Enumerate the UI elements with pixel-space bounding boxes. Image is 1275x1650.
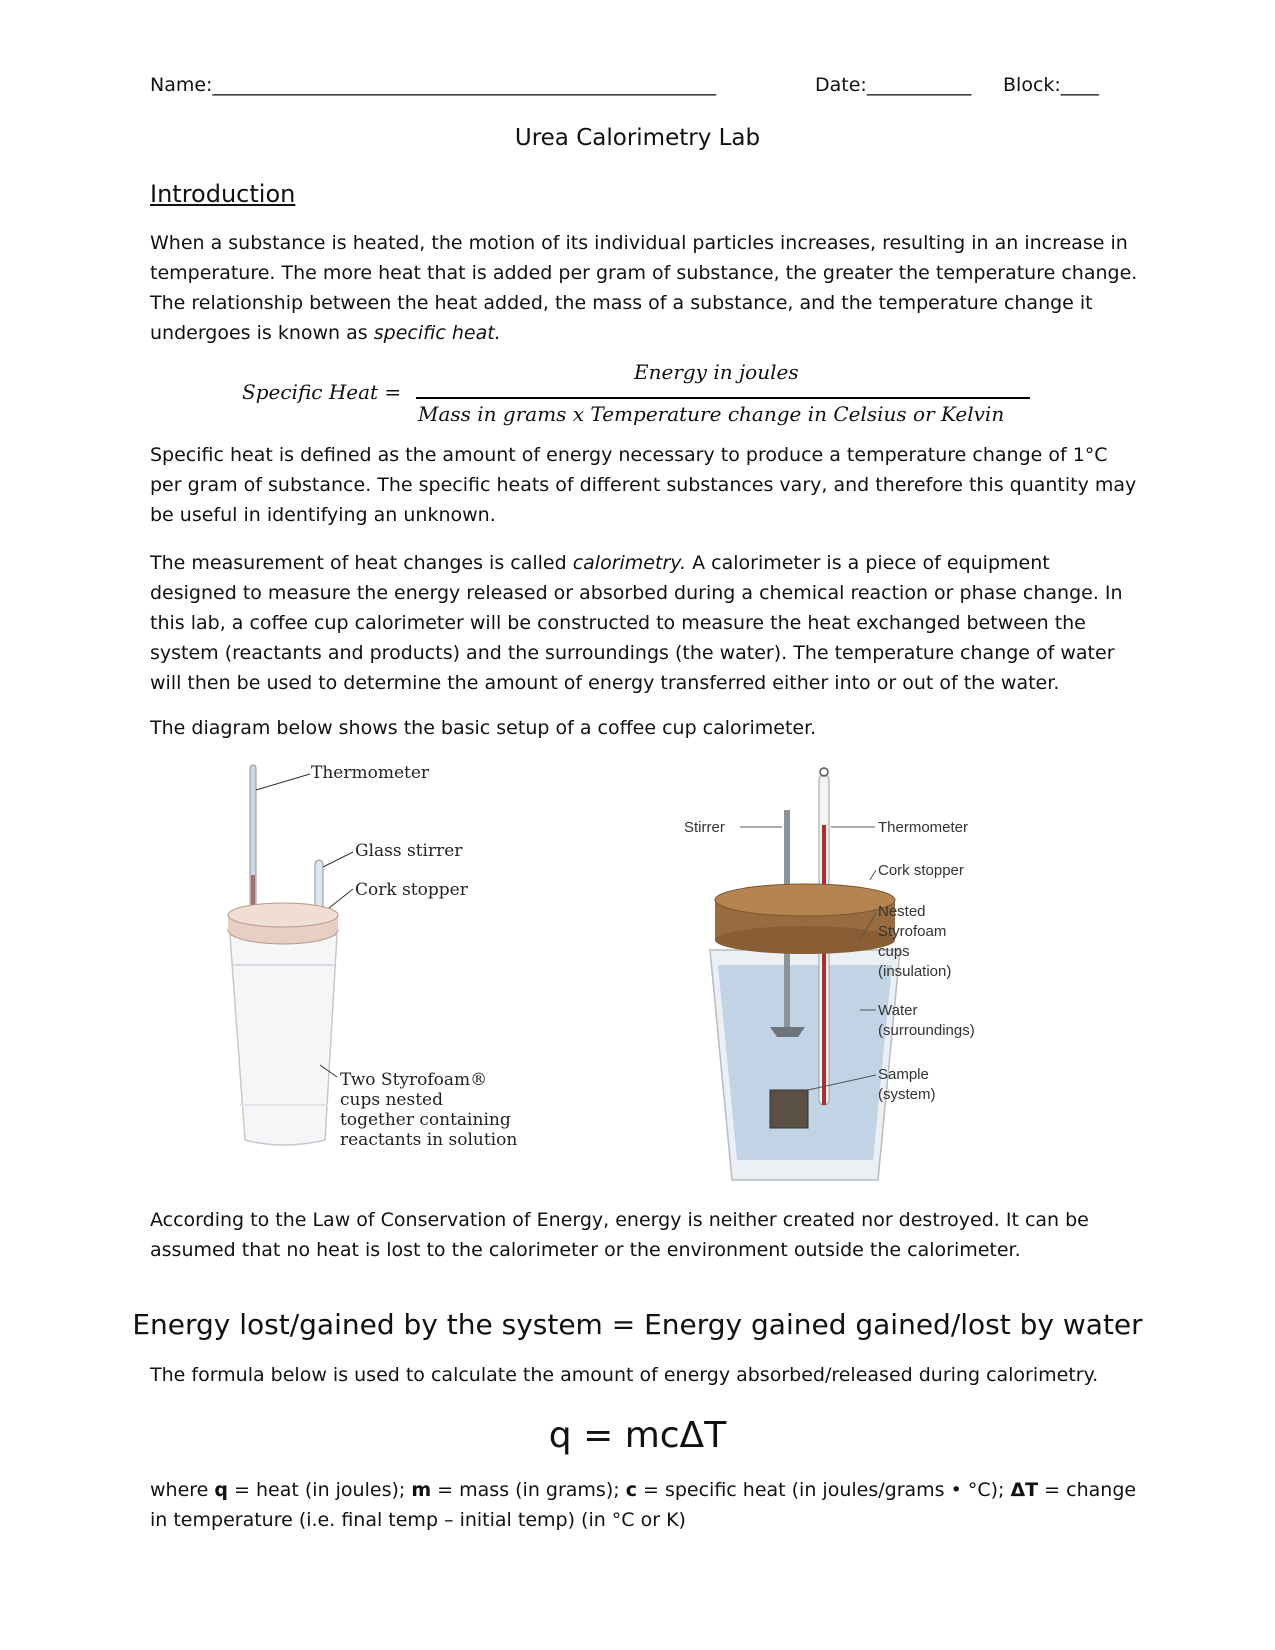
- q-equation: q = mcΔT: [548, 1415, 727, 1456]
- def-m: = mass (in grams);: [431, 1479, 626, 1501]
- energy-balance-equation: Energy lost/gained by the system = Energy gained gained/lost by water: [132, 1308, 1143, 1341]
- intro-text: When a substance is heated, the motion of its individual particles increases, resulting in an increase in temperature. The more heat that is added per gram of substance, the greater the temperature change. The relationship between the heat added, the mass of a substance, and the temperature change it undergoes is known as: [150, 232, 1138, 344]
- formula-lhs: Specific Heat =: [242, 380, 402, 404]
- page-title: Urea Calorimetry Lab: [514, 125, 761, 151]
- calorimetry-text-b: A calorimeter is a piece of equipment designed to measure the energy released or absorbed during a chemical reaction or phase change. In this lab, a coffee cup calorimeter will be constructed to measure the heat exchanged between the system (reactants and products) and the surroundings (the water). The temperature change of water will then be used to determine the amount of energy transferred either into or out of the water.: [150, 552, 1123, 694]
- label-sample-2: (system): [878, 1086, 936, 1103]
- formula-numerator: Energy in joules: [634, 360, 799, 384]
- water-icon: [718, 965, 892, 1160]
- thermometer-mercury: [822, 825, 826, 1105]
- specific-heat-definition: Specific heat is defined as the amount of energy necessary to produce a temperature change of 1°C per gram of substance. The specific heats of different substances vary, and therefore this quantity may be useful in identifying an unknown.: [150, 444, 1137, 526]
- label-right-cork: Cork stopper: [878, 862, 964, 879]
- date-field: Date:___________: [815, 74, 972, 96]
- var-m: m: [411, 1479, 432, 1501]
- label-nested-2: Styrofoam: [878, 923, 947, 940]
- styrofoam-cups-icon: [230, 935, 337, 1145]
- label-cork-stopper: Cork stopper: [355, 880, 468, 900]
- intro-paragraph: [150, 228, 1140, 348]
- label-nested-3: cups: [878, 943, 910, 960]
- label-stirrer: Stirrer: [684, 819, 725, 836]
- fraction-bar: [416, 397, 1030, 399]
- calorimetry-text-a: The measurement of heat changes is called: [150, 552, 567, 574]
- label-cups-line3: together containing: [340, 1110, 511, 1130]
- label-glass-stirrer: Glass stirrer: [355, 841, 463, 861]
- block-field: Block:____: [1003, 74, 1099, 96]
- sample-block-icon: [770, 1090, 808, 1128]
- label-thermometer: Thermometer: [311, 763, 430, 783]
- stirrer-leader: [323, 852, 353, 867]
- diagram-intro: The diagram below shows the basic setup of a coffee cup calorimeter.: [150, 717, 817, 739]
- left-calorimeter-figure: [225, 765, 555, 1205]
- var-q: q: [214, 1479, 229, 1501]
- label-water-1: Water: [878, 1002, 918, 1019]
- label-cups-line2: cups nested: [340, 1090, 443, 1110]
- label-sample-1: Sample: [878, 1066, 929, 1083]
- cork-leader: [329, 889, 353, 908]
- formula-intro: The formula below is used to calculate the amount of energy absorbed/released during calorimetry.: [150, 1364, 1099, 1386]
- variable-definitions: [150, 1475, 1140, 1535]
- calorimetry-paragraph: [150, 548, 1140, 698]
- conservation-paragraph: According to the Law of Conservation of Energy, energy is neither created nor destroyed. It can be assumed that no heat is lost to the calorimeter or the environment outside the calorimeter.: [150, 1209, 1089, 1261]
- label-nested-4: (insulation): [878, 963, 952, 980]
- cork-bottom: [715, 926, 895, 954]
- var-c: c: [625, 1479, 637, 1501]
- right-calorimeter-figure: [684, 765, 1035, 1205]
- label-right-thermometer: Thermometer: [878, 819, 969, 836]
- def-delta-t: = change in temperature (i.e. final temp – initial temp) (in °C or K): [150, 1479, 1137, 1531]
- def-q: = heat (in joules);: [228, 1479, 412, 1501]
- thermometer-leader: [256, 774, 310, 790]
- introduction-heading: Introduction: [150, 180, 296, 208]
- label-water-2: (surroundings): [878, 1022, 975, 1039]
- where-text: where: [150, 1479, 215, 1501]
- label-cups-line1: Two Styrofoam®: [340, 1070, 488, 1090]
- cork-top: [228, 903, 338, 927]
- label-nested-1: Nested: [878, 903, 926, 920]
- label-cups-line4: reactants in solution: [340, 1130, 518, 1150]
- cork-top-face: [715, 884, 895, 916]
- def-c: = specific heat (in joules/grams • °C);: [636, 1479, 1011, 1501]
- formula-denominator: Mass in grams x Temperature change in Celsius or Kelvin: [418, 402, 1005, 426]
- cork-leader-right: [870, 870, 876, 880]
- calorimetry-term: calorimetry.: [572, 552, 687, 574]
- var-delta-t: ΔT: [1010, 1479, 1039, 1501]
- name-field: Name:_____________________________________________________: [150, 74, 716, 96]
- specific-heat-term: specific heat.: [373, 322, 501, 344]
